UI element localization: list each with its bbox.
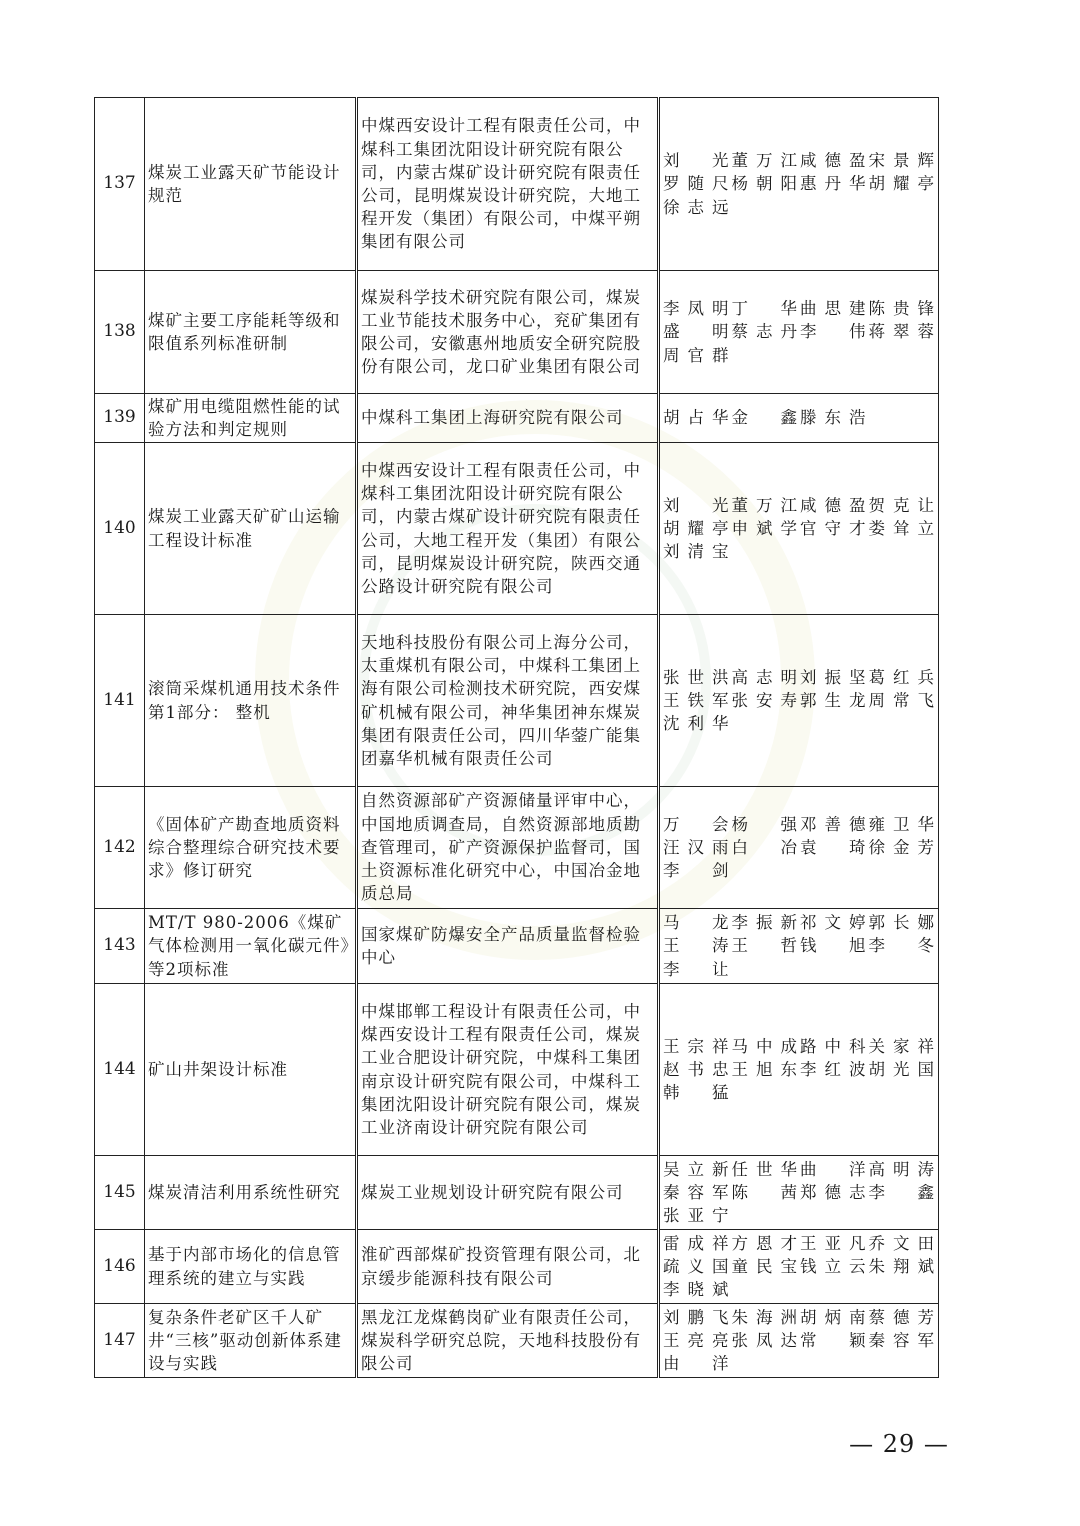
- person-name: 张世洪: [663, 667, 730, 687]
- person-name: 徐金芳: [868, 837, 935, 857]
- person-name: 李晓斌: [663, 1280, 730, 1300]
- completing-people: [659, 271, 939, 394]
- person-name: 祁文婷: [800, 913, 867, 933]
- completing-people: [659, 1156, 939, 1230]
- person-name: 惠丹华: [800, 174, 867, 194]
- person-name: 吴立新: [663, 1159, 730, 1179]
- row-number: 145: [95, 1156, 145, 1230]
- table-row: [95, 1230, 939, 1304]
- completing-people: [659, 909, 939, 984]
- project-name: 煤炭清洁利用系统性研究: [145, 1156, 357, 1230]
- person-name: 董万江: [731, 495, 798, 515]
- person-name: 汪汉雨: [663, 837, 730, 857]
- row-number: 143: [95, 909, 145, 984]
- person-name: 刘鹏飞: [663, 1307, 730, 1327]
- person-name: 张亚宁: [663, 1206, 730, 1226]
- person-name: 雷成祥: [663, 1233, 730, 1253]
- person-name: 高志明: [731, 667, 798, 687]
- person-name: 杨朝阳: [731, 174, 798, 194]
- person-name: 郭长娜: [868, 913, 935, 933]
- person-name: 周官群: [663, 345, 730, 365]
- completing-people: [659, 787, 939, 909]
- person-name: 曲思建: [800, 299, 867, 319]
- project-name: 基于内部市场化的信息管理系统的建立与实践: [145, 1230, 357, 1304]
- completing-units: 煤炭科学技术研究院有限公司，煤炭工业节能技术服务中心，兖矿集团有限公司，安徽惠州地质安全研究院股份有限公司，龙口矿业集团有限公司: [357, 271, 659, 394]
- person-name: 胡光国: [868, 1059, 935, 1079]
- person-name: 李 剑: [663, 861, 730, 881]
- person-name: 陈贵锋: [868, 299, 935, 319]
- completing-people: [659, 394, 939, 443]
- person-name: 王宗祥: [663, 1036, 730, 1056]
- person-name: 胡耀亭: [868, 174, 935, 194]
- completing-people: [659, 1230, 939, 1304]
- person-name: 贺克让: [868, 495, 935, 515]
- completing-units: 淮矿西部煤矿投资管理有限公司，北京缓步能源科技有限公司: [357, 1230, 659, 1304]
- person-name: 张安寿: [731, 690, 798, 710]
- row-number: 146: [95, 1230, 145, 1304]
- person-name: 李红波: [800, 1059, 867, 1079]
- person-name: 娄耸立: [868, 518, 935, 538]
- person-name: 沈利华: [663, 714, 730, 734]
- row-number: 140: [95, 443, 145, 615]
- person-name: 雍卫华: [868, 814, 935, 834]
- completing-units: 中煤西安设计工程有限责任公司，中煤科工集团沈阳设计研究院有限公司，内蒙古煤矿设计研究院有限责任公司，昆明煤炭设计研究院，大地工程开发（集团）有限公司，中煤平朔集团有限公司: [357, 98, 659, 271]
- person-name: 王亚凡: [800, 1233, 867, 1253]
- table-row: [95, 909, 939, 984]
- table-row: [95, 443, 939, 615]
- person-name: 王亮亮: [663, 1330, 730, 1350]
- person-name: 童民宝: [731, 1256, 798, 1276]
- person-name: 张凤达: [731, 1330, 798, 1350]
- person-name: 钱 旭: [800, 936, 867, 956]
- person-name: 刘振坚: [800, 667, 867, 687]
- project-name: 复杂条件老矿区千人矿井“三核”驱动创新体系建设与实践: [145, 1304, 357, 1378]
- person-name: 李 让: [663, 959, 730, 979]
- person-name: 周常飞: [868, 690, 935, 710]
- person-name: 胡炳南: [800, 1307, 867, 1327]
- row-number: 141: [95, 615, 145, 787]
- project-name: 煤矿用电缆阻燃性能的试验方法和判定规则: [145, 394, 357, 443]
- table-row: [95, 984, 939, 1156]
- completing-people: [659, 984, 939, 1156]
- person-name: 万 会: [663, 814, 730, 834]
- person-name: 刘清宝: [663, 542, 730, 562]
- person-name: 董万江: [731, 151, 798, 171]
- table-row: [95, 98, 939, 271]
- person-name: 赵书忠: [663, 1059, 730, 1079]
- person-name: 陈 茜: [731, 1182, 798, 1202]
- person-name: 徐志远: [663, 197, 730, 217]
- person-name: 李凤明: [663, 299, 730, 319]
- completing-units: 天地科技股份有限公司上海分公司，太重煤机有限公司，中煤科工集团上海有限公司检测技术研究院，西安煤矿机械有限公司，神华集团神东煤炭集团有限责任公司，四川华蓥广能集团嘉华机械有限责任公司: [357, 615, 659, 787]
- person-name: 秦容军: [663, 1182, 730, 1202]
- person-name: 金 鑫: [731, 408, 798, 428]
- person-name: 丁 华: [731, 299, 798, 319]
- person-name: 朱海洲: [731, 1307, 798, 1327]
- person-name: 胡耀亭: [663, 518, 730, 538]
- person-name: 马中成: [731, 1036, 798, 1056]
- person-name: 袁 琦: [800, 837, 867, 857]
- person-name: 朱翔斌: [868, 1256, 935, 1276]
- completing-people: [659, 443, 939, 615]
- person-name: 蒋翠蓉: [868, 322, 935, 342]
- completing-units: 中煤西安设计工程有限责任公司，中煤科工集团沈阳设计研究院有限公司，内蒙古煤矿设计研究院有限责任公司，大地工程开发（集团）有限公司，昆明煤炭设计研究院，陕西交通公路设计研究院有限公司: [357, 443, 659, 615]
- person-name: 宋景辉: [868, 151, 935, 171]
- award-table-body: [95, 98, 939, 1378]
- person-name: 杨 强: [731, 814, 798, 834]
- row-number: 137: [95, 98, 145, 271]
- table-row: [95, 787, 939, 909]
- completing-people: [659, 615, 939, 787]
- project-name: 煤炭工业露天矿节能设计规范: [145, 98, 357, 271]
- completing-units: 国家煤矿防爆安全产品质量监督检验中心: [357, 909, 659, 984]
- person-name: 由 洋: [663, 1354, 730, 1374]
- table-row: [95, 1156, 939, 1230]
- completing-units: 黑龙江龙煤鹤岗矿业有限责任公司，煤炭科学研究总院，天地科技股份有限公司: [357, 1304, 659, 1378]
- completing-units: 中煤邯郸工程设计有限责任公司，中煤西安设计工程有限责任公司，煤炭工业合肥设计研究院，中煤科工集团南京设计研究院有限公司，中煤科工集团沈阳设计研究院有限公司，煤炭工业济南设计研究院有限公司: [357, 984, 659, 1156]
- person-name: 葛红兵: [868, 667, 935, 687]
- person-name: 乔文田: [868, 1233, 935, 1253]
- project-name: 滚筒采煤机通用技术条件 第1部分： 整机: [145, 615, 357, 787]
- person-name: 咸德盈: [800, 151, 867, 171]
- person-name: 王 涛: [663, 936, 730, 956]
- person-name: 郭生龙: [800, 690, 867, 710]
- person-name: 李 伟: [800, 322, 867, 342]
- row-number: 139: [95, 394, 145, 443]
- project-name: 矿山井架设计标准: [145, 984, 357, 1156]
- person-name: 李振新: [731, 913, 798, 933]
- person-name: 韩 猛: [663, 1083, 730, 1103]
- person-name: 李 冬: [868, 936, 935, 956]
- person-name: 刘 光: [663, 495, 730, 515]
- person-name: 常 颖: [800, 1330, 867, 1350]
- table-row: [95, 615, 939, 787]
- person-name: 高明涛: [868, 1159, 935, 1179]
- completing-people: [659, 98, 939, 271]
- project-name: 煤炭工业露天矿矿山运输工程设计标准: [145, 443, 357, 615]
- table-row: [95, 394, 939, 443]
- person-name: 蔡志丹: [731, 322, 798, 342]
- project-name: MT/T 980-2006《煤矿气体检测用一氧化碳元件》等2项标准: [145, 909, 357, 984]
- project-name: 《固体矿产勘查地质资料综合整理综合研究技术要求》修订研究: [145, 787, 357, 909]
- person-name: 邓善德: [800, 814, 867, 834]
- award-table: [94, 97, 939, 1378]
- person-name: 秦容军: [868, 1330, 935, 1350]
- person-name: 胡占华: [663, 408, 730, 428]
- person-name: 曲 洋: [800, 1159, 867, 1179]
- person-name: 申斌学: [731, 518, 798, 538]
- row-number: 142: [95, 787, 145, 909]
- person-name: 马 龙: [663, 913, 730, 933]
- person-name: 王铁军: [663, 690, 730, 710]
- person-name: 刘 光: [663, 151, 730, 171]
- person-name: 关家祥: [868, 1036, 935, 1056]
- person-name: 白 冶: [731, 837, 798, 857]
- row-number: 138: [95, 271, 145, 394]
- person-name: 任世华: [731, 1159, 798, 1179]
- person-name: 罗随尺: [663, 174, 730, 194]
- row-number: 147: [95, 1304, 145, 1378]
- person-name: 王旭东: [731, 1059, 798, 1079]
- person-name: 疏义国: [663, 1256, 730, 1276]
- table-row: [95, 1304, 939, 1378]
- completing-units: 煤炭工业规划设计研究院有限公司: [357, 1156, 659, 1230]
- person-name: 滕东浩: [800, 408, 867, 428]
- project-name: 煤矿主要工序能耗等级和限值系列标准研制: [145, 271, 357, 394]
- table-row: [95, 271, 939, 394]
- person-name: 咸德盈: [800, 495, 867, 515]
- person-name: 盛 明: [663, 322, 730, 342]
- person-name: 钱立云: [800, 1256, 867, 1276]
- person-name: 王 哲: [731, 936, 798, 956]
- person-name: 蔡德芳: [868, 1307, 935, 1327]
- completing-units: 中煤科工集团上海研究院有限公司: [357, 394, 659, 443]
- person-name: 郑德志: [800, 1182, 867, 1202]
- page-number: — 29 —: [849, 1430, 949, 1458]
- completing-people: [659, 1304, 939, 1378]
- person-name: 方恩才: [731, 1233, 798, 1253]
- person-name: 李 鑫: [868, 1182, 935, 1202]
- completing-units: 自然资源部矿产资源储量评审中心，中国地质调查局，自然资源部地质勘查管理司，矿产资源保护监督司，国土资源标准化研究中心，中国冶金地质总局: [357, 787, 659, 909]
- person-name: 官守才: [800, 518, 867, 538]
- row-number: 144: [95, 984, 145, 1156]
- person-name: 路中科: [800, 1036, 867, 1056]
